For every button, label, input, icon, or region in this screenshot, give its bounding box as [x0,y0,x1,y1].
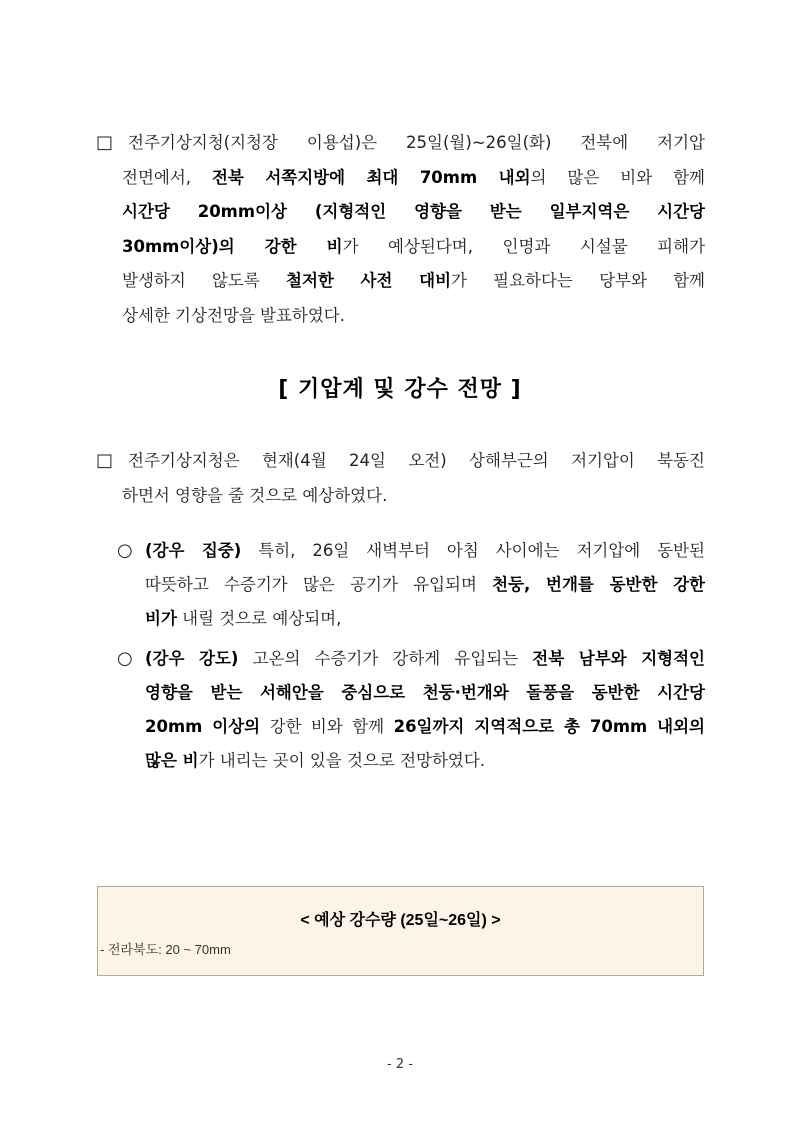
bold-text: 30mm이상)의 강한 비 [122,236,343,256]
text: 가 필요하다는 당부와 함께 [451,271,705,291]
bold-text: 전북 서쪽지방에 최대 70mm 내외 [211,167,531,187]
bold-text: 천둥, 번개를 동반한 강한 [492,574,705,594]
text: 가 예상된다며, 인명과 시설물 피해가 [342,236,706,256]
text-line [145,716,705,738]
bold-text: 영향을 받는 서해안을 중심으로 천둥·번개와 돌풍을 동반한 시간당 [145,683,705,702]
bold-text: 비가 [145,608,177,628]
bold-text: (강우 강도) [145,649,239,668]
text: 상세한 기상전망을 발표하였다. [122,306,345,325]
bold-text: 철저한 사전 대비 [286,271,452,291]
text-line [122,236,705,258]
expected-rainfall-box [97,886,704,976]
circle-bullet-marker: ○ [117,648,133,669]
checkbox-marker: □ [96,132,114,153]
bold-text: (강우 집중) [145,541,242,560]
text-line [122,201,705,223]
text: 전주기상지청(지청장 이용섭)은 25일(월)~26일(화) 전북에 저기압 [128,133,705,152]
rainfall-box-title: < 예상 강수량 (25일~26일) > [300,912,501,929]
text: 하면서 영향을 줄 것으로 예상하였다. [122,485,388,505]
text-line [145,682,705,704]
section-heading: [ 기압계 및 강수 전망 ] [278,377,522,402]
text-line [122,167,705,189]
text: 따뜻하고 수증기가 많은 공기가 유입되며 [145,574,493,594]
text-line [145,608,705,630]
text-line [145,540,705,562]
text-line [145,648,705,670]
bold-text: 많은 비 [145,751,199,770]
text: 의 많은 비와 함께 [530,167,705,187]
text-line [122,270,705,292]
text-line [128,450,705,472]
bold-text: 20mm 이상의 [145,717,261,736]
bold-text: 26일까지 지역적으로 총 70mm 내외의 [393,717,705,736]
text: 특히, 26일 새벽부터 아침 사이에는 저기압에 동반된 [241,541,705,560]
text-line [128,132,705,154]
text: 고온의 수증기가 강하게 유입되는 [238,649,533,668]
bold-text: 시간당 20mm이상 (지형적인 영향을 받는 일부지역은 시간당 [122,202,705,222]
rainfall-item: - 전라북도: 20 ~ 70mm [100,942,231,957]
text: 전면에서, [122,167,212,187]
text: 강한 비와 함께 [260,717,394,736]
text-line [122,485,705,507]
page-number: - 2 - [387,1057,413,1072]
text: 발생하지 않도록 [122,271,287,291]
checkbox-marker: □ [96,450,114,471]
bold-text: 전북 남부와 지형적인 [532,649,705,668]
text-line [122,305,705,327]
text-line [145,750,705,772]
circle-bullet-marker: ○ [117,540,133,561]
text: 가 내리는 곳이 있을 것으로 전망하였다. [198,751,486,770]
text: 내릴 것으로 예상되며, [176,608,342,628]
text-line [145,574,705,596]
text: 전주기상지청은 현재(4월 24일 오전) 상해부근의 저기압이 북동진 [128,451,705,470]
